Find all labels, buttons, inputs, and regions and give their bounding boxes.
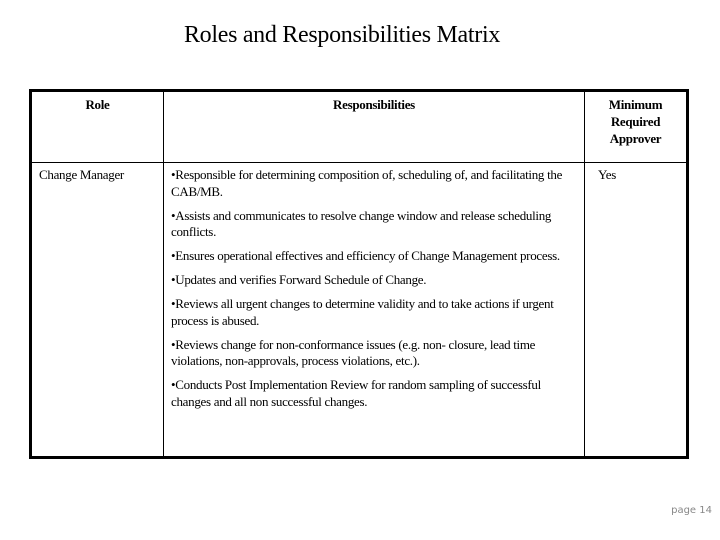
header-approver-text: Minimum Required Approver (608, 97, 663, 146)
approver-cell: Yes (585, 163, 688, 458)
header-approver (585, 91, 688, 163)
responsibilities-cell (164, 163, 585, 458)
table-row (31, 163, 688, 458)
responsibility-item: •Reviews change for non-conformance issues (e.g. non- closure, lead time violations, non-approvals, process violations, etc.). (171, 336, 536, 368)
role-cell: Change Manager (31, 163, 164, 458)
responsibility-item: •Updates and verifies Forward Schedule of Change. (171, 272, 427, 287)
responsibility-item: •Responsible for determining composition of, scheduling of, and facilitating the CAB/MB. (171, 167, 563, 199)
header-row (31, 91, 688, 163)
roles-matrix-table (29, 89, 689, 459)
page-title: Roles and Responsibilities Matrix (183, 22, 501, 48)
responsibility-item: •Conducts Post Implementation Review for random sampling of successful changes and all non successful changes. (171, 377, 541, 409)
page-number: page 14 (671, 505, 712, 516)
responsibility-item: •Assists and communicates to resolve change window and release scheduling conflicts. (171, 207, 552, 239)
responsibility-item: •Ensures operational effectives and efficiency of Change Management process. (171, 248, 560, 263)
header-responsibilities: Responsibilities (164, 91, 585, 163)
responsibility-item: •Reviews all urgent changes to determine validity and to take actions if urgent process is abused. (171, 296, 554, 328)
header-role: Role (31, 91, 164, 163)
